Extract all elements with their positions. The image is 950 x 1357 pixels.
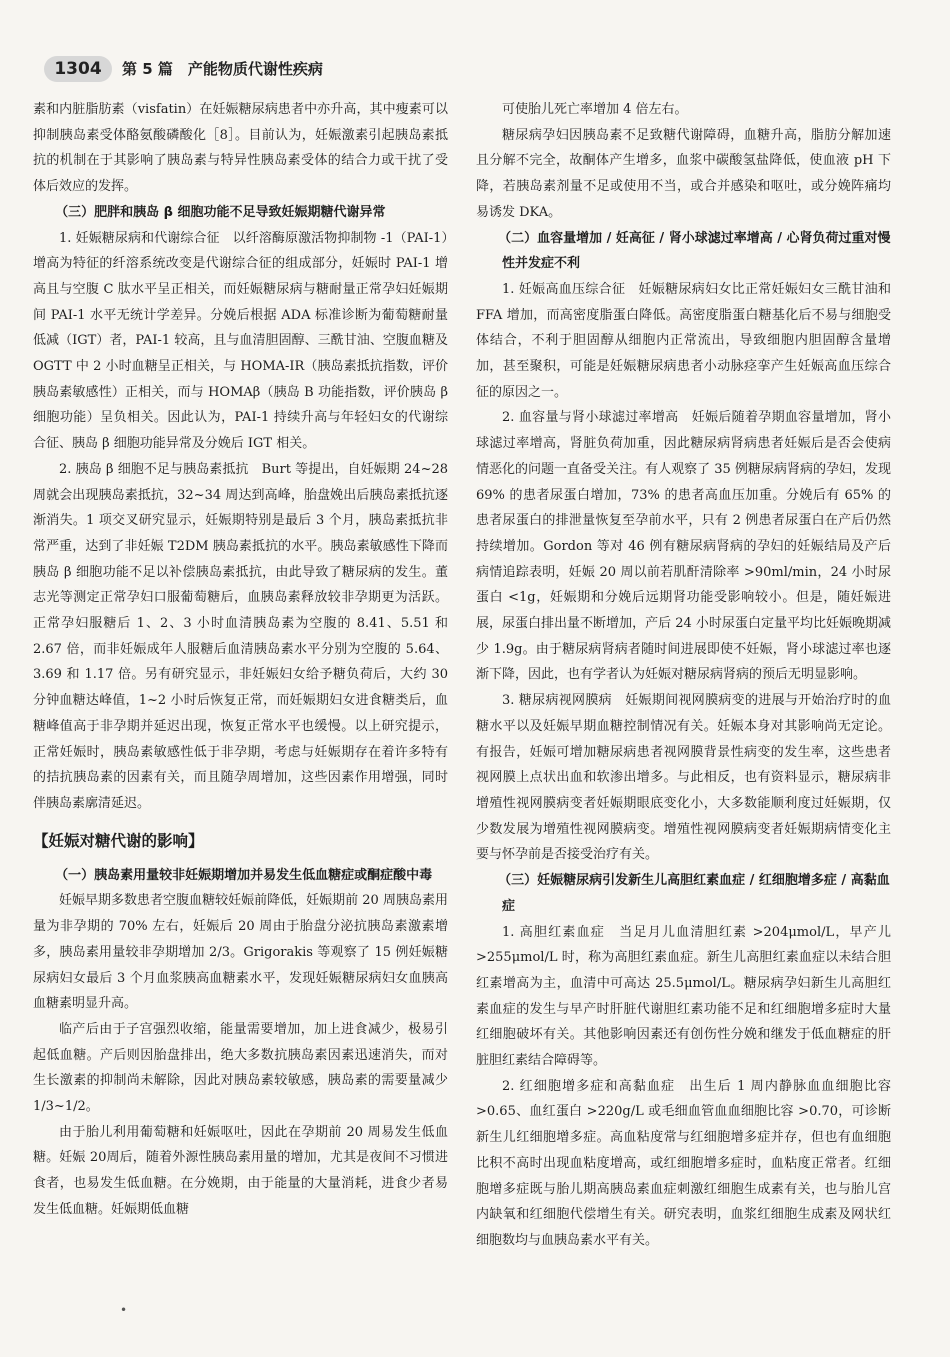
- paragraph-gfr: 2. 血容量与肾小球滤过率增高 妊娠后随着孕期血容量增加，肾小球滤过率增高，肾脏负荷加重，因此糖尿病肾病患者妊娠后是否会使病情恶化的问题一直备受关注。有人观察了 35 例糖尿病肾病的孕妇，发现 69% 的患者尿蛋白增加，73% 的患者高血压加重。分娩后有 65% 的患者尿蛋白的排泄量恢复至孕前水平，只有 2 例患者尿蛋白在产后仍然持续增加。Gordon 等对 46 例有糖尿病肾病的孕妇的妊娠结局及产后病情追踪表明，妊娠 20 周以前若肌酐清除率 >90ml/min，24 小时尿蛋白 <1g，妊娠期和分娩后远期肾功能受影响较小。但是，随妊娠进展，尿蛋白排出量不断增加，产后 24 小时尿蛋白定量平均比妊娠晚期减少 1.9g。由于糖尿病肾病者随时间进展即使不妊娠，肾小球滤过率也逐渐下降，因此，也有学者认为妊娠对糖尿病肾病的预后无明显影响。: [476, 410, 891, 683]
- paragraph-continued: 可使胎儿死亡率增加 4 倍左右。: [502, 102, 688, 117]
- page-header: [44, 56, 914, 86]
- heading-blood-volume: （二）血容量增加 / 妊高征 / 肾小球滤过率增高 / 心肾负荷过重对慢性并发症不利: [498, 230, 891, 272]
- paragraph-dka: 糖尿病孕妇因胰岛素不足致糖代谢障碍，血糖升高，脂肪分解加速且分解不完全，故酮体产生增多，血浆中碳酸氢盐降低，使血液 pH 下降，若胰岛素剂量不足或使用不当，或合并感染和呕吐，或分娩阵痛均易诱发 DKA。: [476, 127, 891, 220]
- heading-pregnancy-effect: 【妊娠对糖代谢的影响】: [33, 831, 204, 850]
- paragraph-metabolic-syndrome: 1. 妊娠糖尿病和代谢综合征 以纤溶酶原激活物抑制物 -1（PAI-1）增高为特征的纤溶系统改变是代谢综合征的组成部分，妊娠时 PAI-1 增高且与空腹 C 肽水平呈正相关，而妊娠糖尿病与糖耐量正常孕妇妊娠期间 PAI-1 水平无统计学差异。分娩后根据 ADA 标准诊断为葡萄糖耐量低减（IGT）者，PAI-1 较高，且与血清胆固醇、三酰甘油、空腹血糖及 OGTT 中 2 小时血糖呈正相关，与 HOMA-IR（胰岛素抵抗指数，评价胰岛素敏感性）正相关，而与 HOMAβ（胰岛 B 功能指数，评价胰岛 β 细胞功能）呈负相关。因此认为，PAI-1 持续升高与年轻妇女的代谢综合征、胰岛 β 细胞功能异常及分娩后 IGT 相关。: [33, 230, 448, 452]
- heading-insulin-dosage: （一）胰岛素用量较非妊娠期增加并易发生低血糖症或酮症酸中毒: [55, 867, 433, 883]
- paragraph-polycythemia: 2. 红细胞增多症和高黏血症 出生后 1 周内静脉血血细胞比容 >0.65、血红蛋白 >220g/L 或毛细血管血血细胞比容 >0.70，可诊断新生儿红细胞增多症。高血粘度常与红细胞增多症并存，但也有血细胞比积不高时出现血粘度增高，或红细胞增多症时，血粘度正常者。红细胞增多症既与胎儿期高胰岛素血症刺激红细胞生成素有关，也与胎儿宫内缺氧和红细胞代偿增生有关。研究表明，血浆红细胞生成素及网状红细胞数均与血胰岛素水平有关。: [476, 1078, 891, 1248]
- left-column: [33, 97, 448, 1223]
- section-title: 第 5 篇 产能物质代谢性疾病: [122, 60, 323, 78]
- paragraph-hypertension: 1. 妊娠高血压综合征 妊娠糖尿病妇女比正常妊娠妇女三酰甘油和 FFA 增加，而高密度脂蛋白降低。高密度脂蛋白糖基化后不易与细胞受体结合，不利于胆固醇从细胞内正常流出，导致细胞内胆固醇含量增加，甚至聚积，可能是妊娠糖尿病患者小动脉痉挛产生妊娠高血压综合征的原因之一。: [476, 281, 891, 400]
- right-column: [476, 97, 891, 1254]
- paragraph-retinopathy: 3. 糖尿病视网膜病 妊娠期间视网膜病变的进展与开始治疗时的血糖水平以及妊娠早期血糖控制情况有关。妊娠本身对其影响尚无定论。有报告，妊娠可增加糖尿病患者视网膜背景性病变的发生率，这些患者视网膜上点状出血和软渗出增多。与此相反，也有资料显示，糖尿病非增殖性视网膜病变者妊娠期眼底变化小，大多数能顺利度过妊娠期，仅少数发展为增殖性视网膜病变。增殖性视网膜病变者妊娠期病情变化主要与怀孕前是否接受治疗有关。: [476, 693, 891, 863]
- page-number: 1304: [44, 56, 112, 82]
- paragraph-bilirubin: 1. 高胆红素血症 当足月儿血清胆红素 >204μmol/L，早产儿 >255μmol/L 时，称为高胆红素血症。新生儿高胆红素血症以未结合胆红素增高为主，血清中可高达 25.5μmol/L。糖尿病孕妇新生儿高胆红素血症的发生与早产时肝脏代谢胆红素功能不足和红细胞增多症时大量红细胞破坏有关。其他影响因素还有创伤性分娩和继发于低血糖症的肝脏胆红素结合障碍等。: [476, 924, 891, 1069]
- paragraph-hypoglycemia: 由于胎儿利用葡萄糖和妊娠呕吐，因此在孕期前 20 周易发生低血糖。妊娠 20周后，随着外源性胰岛素用量的增加，尤其是夜间不习惯进食者，也易发生低血糖。在分娩期，由于能量的大量消耗，进食少者易发生低血糖。妊娠期低血糖: [33, 1124, 448, 1217]
- footer-mark: •: [120, 1303, 128, 1317]
- paragraph-beta-cell-insulin-resistance: 2. 胰岛 β 细胞不足与胰岛素抵抗 Burt 等提出，自妊娠期 24~28 周就会出现胰岛素抵抗，32~34 周达到高峰，胎盘娩出后胰岛素抵抗逐渐消失。1 项交叉研究显示，妊娠期特别是最后 3 个月，胰岛素抵抗非常严重，达到了非妊娠 T2DM 胰岛素抵抗的水平。胰岛素敏感性下降而胰岛 β 细胞功能不足以补偿胰岛素抵抗，由此导致了糖尿病的发生。董志光等测定正常孕妇口服葡萄糖后，血胰岛素释放较非孕期更为活跃。正常孕妇服糖后 1、2、3 小时血清胰岛素为空腹的 8.41、5.51 和 2.67 倍，而非妊娠成年人服糖后血清胰岛素水平分别为空腹的 5.64、3.69 和 1.17 倍。另有研究显示，非妊娠妇女给予糖负荷后，大约 30 分钟血糖达峰值，1~2 小时后恢复正常，而妊娠期妇女进食糖类后，血糖峰值高于非孕期并延迟出现，恢复正常水平也缓慢。以上研究提示，正常妊娠时，胰岛素敏感性低于非孕期，考虑与妊娠期存在着许多特有的拮抗胰岛素的因素有关，而且随孕周增加，这些因素作用增强，同时伴胰岛素廓清延迟。: [33, 461, 448, 811]
- heading-obesity-beta-cell: （三）肥胖和胰岛 β 细胞功能不足导致妊娠期糖代谢异常: [55, 204, 386, 220]
- paragraph-labor: 临产后由于子宫强烈收缩，能量需要增加，加上进食减少，极易引起低血糖。产后则因胎盘排出，绝大多数抗胰岛素因素迅速消失，而对生长激素的抑制尚未解除，因此对胰岛素较敏感，胰岛素的需要量减少 1/3~1/2。: [33, 1021, 448, 1115]
- paragraph-early-pregnancy: 妊娠早期多数患者空腹血糖较妊娠前降低，妊娠期前 20 周胰岛素用量为非孕期的 70% 左右，妊娠后 20 周由于胎盘分泌抗胰岛素激素增多，胰岛素用量较非孕期增加 2/3。Grigorakis 等观察了 15 例妊娠糖尿病妇女最后 3 个月血浆胰高血糖素水平，发现妊娠糖尿病妇女血胰高血糖素明显升高。: [33, 893, 448, 1012]
- paragraph-intro: 素和内脏脂肪素（visfatin）在妊娠糖尿病患者中亦升高，其中瘦素可以抑制胰岛素受体酪氨酸磷酸化［8］。目前认为，妊娠激素引起胰岛素抵抗的机制在于其影响了胰岛素与特异性胰岛素受体的结合力或干扰了受体后效应的发挥。: [33, 102, 448, 195]
- heading-neonatal: （三）妊娠糖尿病引发新生儿高胆红素血症 / 红细胞增多症 / 高黏血症: [498, 873, 890, 914]
